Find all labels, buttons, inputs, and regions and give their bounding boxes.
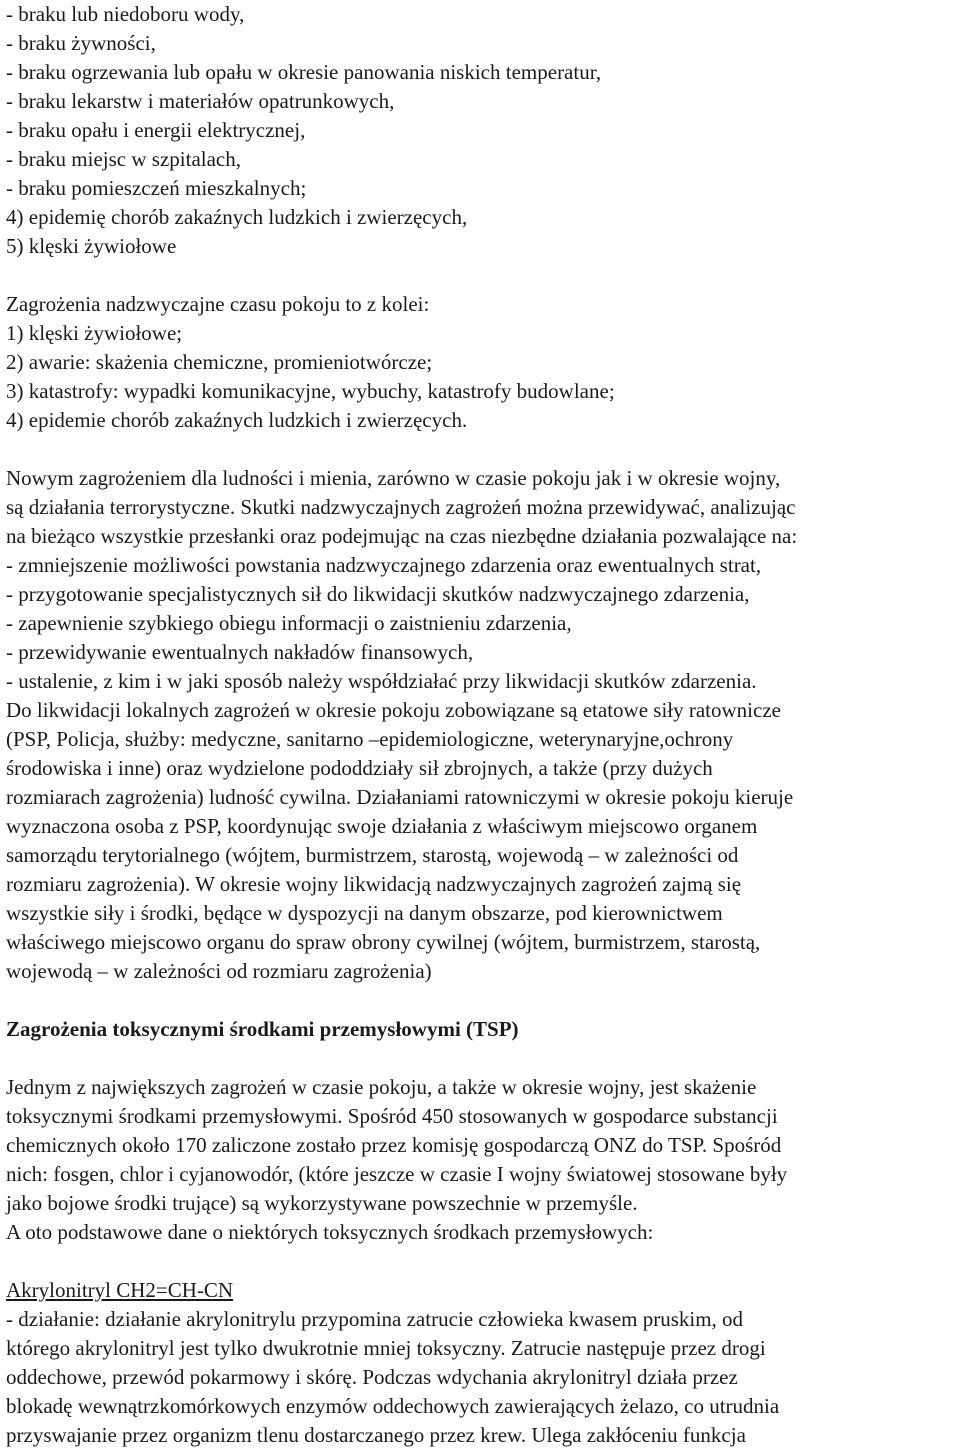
text-line: Do likwidacji lokalnych zagrożeń w okresie pokoju zobowiązane są etatowe siły ratownicze [6,698,781,722]
acrylonitrile-paragraph [6,1305,958,1450]
text-line: rozmiaru zagrożenia). W okresie wojny likwidacją nadzwyczajnych zagrożeń zajmą się [6,872,742,896]
list-top [6,0,958,261]
list-item: - braku lekarstw i materiałów opatrunkowych, [6,89,395,113]
text-line: na bieżąco wszystkie przesłanki oraz podejmując na czas niezbędne działania pozwalające na: [6,524,798,548]
paragraph-gap [6,261,958,290]
list-item: - braku ogrzewania lub opału w okresie panowania niskich temperatur, [6,60,602,84]
text-line: wszystkie siły i środki, będące w dyspozycji na danym obszarze, pod kierownictwem [6,901,723,925]
text-line: którego akrylonitryl jest tylko dwukrotnie mniej toksyczny. Zatrucie następuje przez drogi [6,1336,766,1360]
text-line: - przygotowanie specjalistycznych sił do likwidacji skutków nadzwyczajnego zdarzenia, [6,582,750,606]
paragraph-gap [6,986,958,1015]
list-item: 4) epidemię chorób zakaźnych ludzkich i zwierzęcych, [6,205,468,229]
text-line: blokadę wewnątrzkomórkowych enzymów oddechowych zawierających żelazo, co utrudnia [6,1394,780,1418]
section-heading: Zagrożenia toksycznymi środkami przemysłowymi (TSP) [6,1017,519,1041]
text-line: - zapewnienie szybkiego obiegu informacji o zaistnieniu zdarzenia, [6,611,572,635]
text-line: nich: fosgen, chlor i cyjanowodór, (które jeszcze w czasie I wojny światowej stosowane były [6,1162,788,1186]
text-line: 4) epidemie chorób zakaźnych ludzkich i zwierzęcych. [6,408,468,432]
text-line: - zmniejszenie możliwości powstania nadzwyczajnego zdarzenia oraz ewentualnych strat, [6,553,762,577]
text-line: właściwego miejscowo organu do spraw obrony cywilnej (wójtem, burmistrzem, starostą, [6,930,761,954]
text-line: - ustalenie, z kim i w jaki sposób należy współdziałać przy likwidacji skutków zdarzenia. [6,669,757,693]
text-line: - przewidywanie ewentualnych nakładów finansowych, [6,640,474,664]
text-line: (PSP, Policja, służby: medyczne, sanitarno –epidemiologiczne, weterynaryjne,ochrony [6,727,734,751]
text-line: toksycznymi środkami przemysłowymi. Spośród 450 stosowanych w gospodarce substancji [6,1104,778,1128]
text-line: A oto podstawowe dane o niektórych toksycznych środkach przemysłowych: [6,1220,654,1244]
tsp-paragraph [6,1073,958,1247]
text-line: Zagrożenia nadzwyczajne czasu pokoju to z kolei: [6,292,430,316]
text-line: Nowym zagrożeniem dla ludności i mienia, zarówno w czasie pokoju jak i w okresie wojny, [6,466,781,490]
subsection-heading: Akrylonitryl CH2=CH-CN [6,1278,234,1302]
list-item: - braku opału i energii elektrycznej, [6,118,306,142]
text-line: środowiska i inne) oraz wydzielone pododdziały sił zbrojnych, a także (przy dużych [6,756,713,780]
text-line: oddechowe, przewód pokarmowy i skórę. Podczas wdychania akrylonitryl działa przez [6,1365,738,1389]
text-line: jako bojowe środki trujące) są wykorzystywane powszechnie w przemyśle. [6,1191,638,1215]
list-item: - braku miejsc w szpitalach, [6,147,241,171]
text-line: samorządu terytorialnego (wójtem, burmistrzem, starostą, wojewodą – w zależności od [6,843,739,867]
list-item: - braku żywności, [6,31,156,55]
paragraph-gap [6,1044,958,1073]
text-line: przyswajanie przez organizm tlenu dostarczanego przez krew. Ulega zakłóceniu funkcja [6,1423,746,1447]
document-page [6,0,958,1450]
text-line: 3) katastrofy: wypadki komunikacyjne, wybuchy, katastrofy budowlane; [6,379,615,403]
terrorism-paragraph [6,464,958,986]
text-line: wojewodą – w zależności od rozmiaru zagrożenia) [6,959,432,983]
text-line: rozmiarach zagrożenia) ludność cywilna. Działaniami ratowniczymi w okresie pokoju kieruje [6,785,794,809]
text-line: wyznaczona osoba z PSP, koordynując swoje działania z właściwym miejscowo organem [6,814,758,838]
text-line: Jednym z największych zagrożeń w czasie pokoju, a także w okresie wojny, jest skażenie [6,1075,757,1099]
list-item: - braku lub niedoboru wody, [6,2,245,26]
text-line: 1) klęski żywiołowe; [6,321,183,345]
text-line: - działanie: działanie akrylonitrylu przypomina zatrucie człowieka kwasem pruskim, od [6,1307,744,1331]
peace-threats-list [6,290,958,435]
list-item: 5) klęski żywiołowe [6,234,177,258]
text-line: są działania terrorystyczne. Skutki nadzwyczajnych zagrożeń można przewidywać, analizując [6,495,796,519]
paragraph-gap [6,435,958,464]
text-line: 2) awarie: skażenia chemiczne, promieniotwórcze; [6,350,433,374]
paragraph-gap [6,1247,958,1276]
list-item: - braku pomieszczeń mieszkalnych; [6,176,307,200]
text-line: chemicznych około 170 zaliczone zostało przez komisję gospodarczą ONZ do TSP. Spośród [6,1133,782,1157]
